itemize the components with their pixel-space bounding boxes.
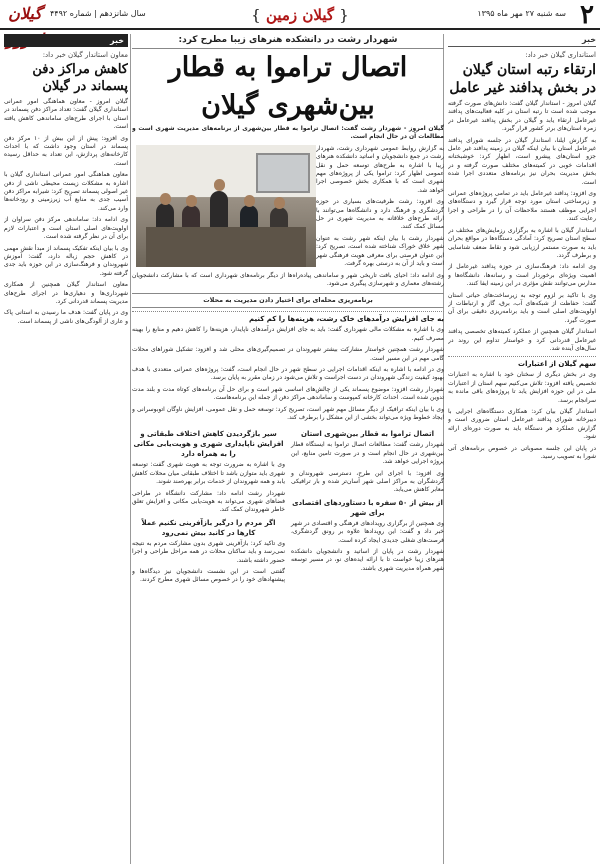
paragraph: وی افزود: با اجرای این طرح، دسترسی شهروندان و گردشگران به مراکز اصلی شهر آسان‌تر شده و بار ترافیکی معابر کاهش می‌یابد. bbox=[291, 469, 444, 494]
lead-paragraph: گیلان امروز - شهردار رشت گفت: اتصال تراموا به قطار بین‌شهری از برنامه‌های مدیریت شهری است و مطالعات آن در حال انجام است. bbox=[132, 125, 444, 141]
paragraph: شهردار رشت در پایان از اساتید و دانشجویان دانشکده هنرهای زیبا خواست تا با ارائه ایده‌های نو، در مسیر توسعه شهر همراه مدیریت شهری باشند. bbox=[291, 548, 444, 572]
sub-heading: اگر مردم را درگیر بازآفرینی نکنیم عملاً کارها در کانبد بیش نمی‌رود bbox=[141, 518, 276, 537]
paragraph: شهردار رشت گفت: مطالعات اتصال تراموا به ایستگاه قطار بین‌شهری در حال انجام است و در صورت تامین منابع، این پروژه اجرایی خواهد شد. bbox=[291, 441, 444, 466]
main-two-columns bbox=[132, 426, 444, 587]
paragraph: به گزارش ایلنا، استاندار گیلان در جلسه شورای پدافند غیرعامل استان با بیان اینکه گیلان در زمینه پدافند غیر عامل جزو استان‌های پیشرو است، اظهار کرد: خوشبختانه اقدامات خوبی در کمیته‌های مختلف صورت گرفته و در بخش مدیریت بحران نیز برنامه‌های متعددی اجرا شده است. bbox=[448, 136, 596, 186]
sub-heading: سیر بازگردیدن کاهش اختلاف طبقاتی و افزایش ناپایداری شهری و هویت‌یابی مکانی را به همراه دارد bbox=[133, 430, 284, 459]
paragraph: گیلان امروز - استاندار گیلان گفت: دانش‌های صورت گرفته موجب شده است تا رتبه استان در کلیه فعالیت‌های پدافند غیرعامل ارتقاء یابد و گیلان در بخش پدافند غیرعامل در زمره استان‌های برتر کشور قرار گیرد. bbox=[448, 100, 596, 133]
main-headline: اتصال تراموا به قطار بین‌شهری گیلان bbox=[168, 52, 408, 121]
paragraph: شهردار رشت با بیان اینکه شهر رشت به عنوان شهر خلاق خوراک شناخته شده است، تصریح کرد: این عنوان فرصتی برای معرفی هویت فرهنگی شهر است و باید از آن به درستی بهره گرفت. bbox=[316, 234, 444, 268]
issue-line: سال شانزدهم | شماره ۴۴۹۲ bbox=[50, 9, 146, 18]
column-tag: خبر bbox=[4, 34, 128, 47]
paragraph: به گزارش روابط عمومی شهرداری رشت، شهردار رشت در جمع دانشجویان و اساتید دانشکده هنرهای زیبا با اشاره به طرح‌های توسعه حمل و نقل عمومی اظهار کرد: تراموا یکی از پروژه‌های مهم شهری است که با همکاری بخش خصوصی اجرا خواهد شد. bbox=[316, 144, 444, 194]
brace-left: } bbox=[251, 6, 261, 24]
paragraph: وی با تاکید بر لزوم توجه به زیرساخت‌های حیاتی استان گفت: حفاظت از شبکه‌های آب، برق، گاز و ارتباطات از اولویت‌های اصلی است و باید برنامه‌ریزی دقیقی برای آن صورت گیرد. bbox=[448, 291, 596, 324]
main-article bbox=[132, 34, 444, 866]
sub-heading: سهم گیلان از اعتبارات bbox=[448, 356, 596, 369]
photo-table bbox=[146, 227, 306, 267]
photo-head bbox=[244, 195, 255, 207]
paragraph: وی همچنین از برگزاری رویدادهای فرهنگی و اقتصادی در شهر خبر داد و گفت: این رویدادها علاوه بر رونق گردشگری، فرصت‌های شغلی جدیدی ایجاد کرده است. bbox=[291, 519, 444, 544]
paragraph: وی افزود: پدافند غیرعامل باید در تمامی پروژه‌های عمرانی و زیرساختی استان مورد توجه قرار گیرد و دستگاه‌های اجرایی موظف هستند ملاحظات آن را در طراحی و اجرا رعایت کنند. bbox=[448, 190, 596, 223]
article-headline: ارتقاء رتبه استان گیلان در بخش پدافند غیر عامل bbox=[449, 62, 596, 96]
main-subcolumn bbox=[291, 426, 444, 587]
photo-head bbox=[160, 193, 171, 205]
sub-heading: اتصال تراموا به قطار بین‌شهری استان bbox=[300, 430, 435, 439]
left-column bbox=[4, 34, 128, 866]
paragraph: وی ادامه داد: ساماندهی مرکز دفن سراوان از اولویت‌های اصلی استان است و اعتبارات لازم برای آن در نظر گرفته شده است. bbox=[4, 216, 128, 241]
right-column bbox=[448, 34, 596, 866]
article-body bbox=[448, 100, 596, 461]
paragraph: در پایان این جلسه مصوباتی در خصوص برنامه‌های آتی شورا به تصویب رسید. bbox=[448, 444, 596, 461]
paragraph: گفتنی است در این نشست دانشجویان نیز دیدگاه‌ها و پیشنهادهای خود را در خصوص مسائل شهری مطرح کردند. bbox=[132, 568, 285, 584]
paragraph: گیلان امروز - معاون هماهنگی امور عمرانی استانداری گیلان گفت: تعداد مراکز دفن پسماند در استان با اجرای طرح‌های ساماندهی کاهش یافته است. bbox=[4, 98, 128, 131]
section-label: گیلان زمین bbox=[265, 6, 335, 24]
paragraph: وی در پایان گفت: هدف ما رسیدن به استانی پاک و عاری از آلودگی‌های ناشی از پسماند است. bbox=[4, 309, 128, 325]
paragraph: وی در ادامه با اشاره به اینکه اقدامات اجرایی در سطح شهر در حال انجام است، گفت: پروژه‌های عمرانی متعددی با هدف بهبود کیفیت زندگی شهروندان در دست اجراست و تلاش می‌شود در زمان مقرر به پایان برسد. bbox=[132, 365, 444, 382]
paragraph: وی با اشاره به مشکلات مالی شهرداری گفت: باید به جای افزایش درآمدهای ناپایدار، هزینه‌ها را کاهش دهیم و منابع را بهینه مصرف کنیم. bbox=[132, 326, 444, 342]
masthead bbox=[0, 0, 600, 30]
paragraph: شهردار رشت افزود: موضوع پسماند یکی از چالش‌های اساسی شهر است و برای حل آن برنامه‌های کوتاه مدت و بلند مدت تدوین شده است. احداث کارخانه کمپوست و ساماندهی مراکز دفن از جمله این برنامه‌هاست. bbox=[132, 385, 444, 402]
section-title bbox=[220, 4, 380, 26]
main-subcolumn bbox=[132, 426, 285, 587]
main-lead bbox=[132, 125, 444, 142]
paragraph: وی در بخش دیگری از سخنان خود با اشاره به اعتبارات تخصیص یافته افزود: تلاش می‌کنیم سهم استان از اعتبارات ملی در این حوزه افزایش یابد تا پروژه‌های باقی مانده به سرانجام برسد. bbox=[448, 371, 596, 404]
article-headline: کاهش مراکز دفن پسماند در گیلان bbox=[32, 62, 128, 94]
photo-head bbox=[186, 195, 197, 207]
paragraph: وی ادامه داد: فرهنگ‌سازی در حوزه پدافند غیرعامل از اهمیت ویژه‌ای برخوردار است و رسانه‌ها، دانشگاه‌ها و مدارس می‌توانند نقش مؤثری در این زمینه ایفا کنند. bbox=[448, 263, 596, 288]
page-number: ۲ bbox=[580, 0, 594, 30]
photo-block bbox=[132, 145, 444, 292]
paragraph: معاون هماهنگی امور عمرانی استانداری گیلان با اشاره به مشکلات زیست محیطی ناشی از دفن غیر اصولی پسماند تصریح کرد: شیرابه مراکز دفن آسیب جدی به منابع آب زیرزمینی و رودخانه‌ها وارد می‌کند. bbox=[4, 171, 128, 212]
paragraph: استاندار گیلان همچنین از عملکرد کمیته‌های تخصصی پدافند غیرعامل قدردانی کرد و خواستار تداوم این روند در سال‌های آینده شد. bbox=[448, 328, 596, 352]
photo-window bbox=[256, 153, 310, 193]
paragraph: وی با بیان اینکه تفکیک پسماند از مبدأ نقش مهمی در کاهش حجم زباله دارد، گفت: آموزش شهروندان و فرهنگ‌سازی در این حوزه باید جدی گرفته شود. bbox=[4, 244, 128, 277]
date-line: سه شنبه ۲۷ مهر ماه ۱۳۹۵ bbox=[477, 9, 566, 18]
paragraph: شهردار رشت همچنین خواستار مشارکت بیشتر شهروندان در تصمیم‌گیری‌های محلی شد و افزود: تشکیل شوراهای محلات گامی مهم در این مسیر است. bbox=[132, 346, 444, 362]
article-body bbox=[4, 98, 128, 326]
brace-right: { bbox=[339, 6, 349, 24]
paragraph: وی با بیان اینکه ترافیک از دیگر مسائل مهم شهر است، تصریح کرد: توسعه حمل و نقل عمومی، افزایش ناوگان اتوبوسرانی و ایجاد خطوط ویژه می‌تواند بخشی از این مشکل را برطرف کند. bbox=[132, 405, 444, 421]
main-side-text bbox=[132, 311, 444, 422]
main-kicker: شهردار رشت در دانشکده هنرهای زیبا مطرح کرد: bbox=[132, 34, 444, 49]
paragraph: استاندار گیلان بیان کرد: همکاری دستگاه‌های اجرایی با دبیرخانه شورای پدافند غیرعامل استان ضروری است و گزارش عملکرد هر دستگاه باید به صورت دوره‌ای ارائه شود. bbox=[448, 408, 596, 441]
column-tag: خبر bbox=[448, 34, 596, 47]
paragraph: وی افزود: رشت ظرفیت‌های بسیاری در حوزه گردشگری و فرهنگ دارد و دانشگاه‌ها می‌توانند با ارائه طرح‌های خلاقانه به مدیریت شهری در حل مسائل کمک کنند. bbox=[316, 198, 444, 231]
sub-heading: به جای افزایش درآمدهای خاک رشت، هزینه‌ها را کم کنیم bbox=[132, 311, 444, 324]
photo-caption: برنامه‌ریزی محله‌ای برای اختیار دادن مدیریت به محلات bbox=[132, 293, 444, 308]
photo-head bbox=[214, 179, 225, 191]
meeting-photo bbox=[136, 145, 316, 267]
sub-heading: از بیش از ۵۰ سفره با دستاوردهای اقتصادی برای شهر bbox=[292, 498, 443, 517]
article-kicker: استانداری گیلان خبر داد: bbox=[525, 51, 596, 59]
paragraph: معاون استاندار گیلان همچنین از همکاری شهرداری‌ها و دهیاری‌ها در اجرای طرح‌های مدیریت پسماند قدردانی کرد. bbox=[4, 281, 128, 305]
paragraph: استاندار گیلان با اشاره به برگزاری رزمایش‌های مختلف در سطح استان تصریح کرد: آمادگی دستگاه‌ها در مواقع بحران باید به صورت مستمر ارزیابی شود و نقاط ضعف شناسایی و برطرف گردد. bbox=[448, 226, 596, 259]
paragraph: شهردار رشت ادامه داد: مشارکت دانشگاه در طراحی فضاهای شهری می‌تواند به هویت‌یابی مکانی و افزایش تعلق خاطر شهروندان کمک کند. bbox=[132, 489, 285, 514]
article-kicker: معاون استاندار گیلان خبر داد: bbox=[42, 51, 128, 59]
paragraph: وی ادامه داد: احیای بافت تاریخی شهر و ساماندهی پیاده‌راه‌ها از دیگر برنامه‌های شهرداری است که با مشارکت دانشجویان رشته‌های معماری و شهرسازی پیگیری می‌شود. bbox=[132, 271, 444, 287]
photo-head bbox=[274, 197, 285, 209]
paragraph: وی با اشاره به ضرورت توجه به هویت شهری گفت: توسعه شهری باید متوازن باشد تا اختلاف طبقاتی میان محلات کاهش یابد و همه شهروندان از خدمات برابر بهره‌مند شوند. bbox=[132, 461, 285, 486]
paragraph: وی تاکید کرد: بازآفرینی شهری بدون مشارکت مردم به نتیجه نمی‌رسد و باید ساکنان محلات در همه مراحل طراحی و اجرا حضور داشته باشند. bbox=[132, 539, 285, 564]
column-divider bbox=[130, 34, 131, 864]
newspaper-logo: گیلان bbox=[8, 4, 42, 23]
paragraph: وی افزود: پیش از این بیش از ۱۰ مرکز دفن پسماند در استان وجود داشت که با احداث کارخانه‌های پردازش، این تعداد به حداقل رسیده است. bbox=[4, 134, 128, 167]
